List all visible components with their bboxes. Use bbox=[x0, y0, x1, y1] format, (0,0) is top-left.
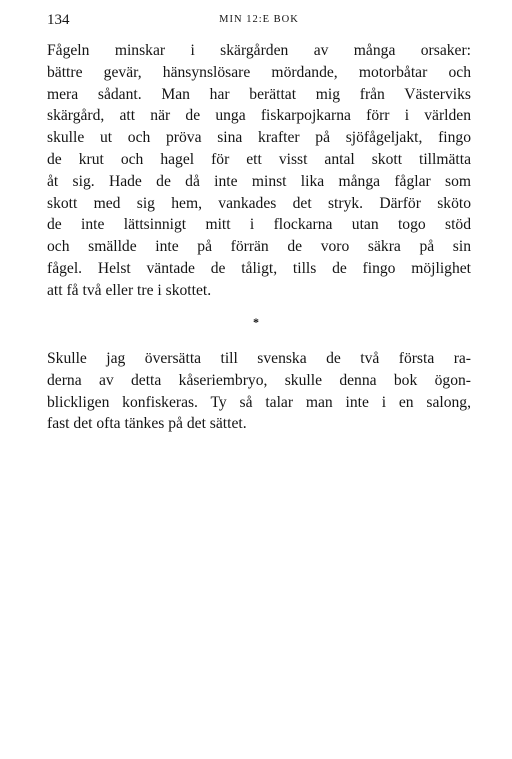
page-number: 134 bbox=[47, 12, 70, 28]
running-title: MIN 12:E BOK bbox=[219, 14, 299, 25]
paragraph-1 bbox=[47, 40, 471, 302]
text-line: de krut och hagel för ett visst antal skott tillmätta bbox=[47, 150, 471, 168]
page-header bbox=[47, 11, 471, 29]
section-break-asterisk: * bbox=[253, 315, 259, 329]
text-line: mera sådant. Man har berättat mig från Västerviks bbox=[47, 85, 471, 103]
text-line: åt sig. Hade de då inte minst lika många fåglar som bbox=[47, 172, 471, 190]
text-line: skott med sig hem, vankades det stryk. Därför sköto bbox=[47, 194, 471, 212]
text-line: de inte lättsinnigt mitt i flockarna utan togo stöd bbox=[47, 216, 471, 234]
text-line: skulle ut och pröva sina krafter på sjöfågeljakt, fingo bbox=[47, 129, 471, 147]
text-line: Fågeln minskar i skärgården av många orsaker: bbox=[47, 42, 471, 59]
text-line: skärgård, att när de unga fiskarpojkarna förr i världen bbox=[47, 107, 471, 125]
text-line: fågel. Helst väntade de tåligt, tills de fingo möjlighet bbox=[47, 259, 471, 277]
text-line: bättre gevär, hänsynslösare mördande, motorbåtar och bbox=[47, 63, 471, 81]
paragraph-2 bbox=[47, 348, 471, 435]
text-line: fast det ofta tänkes på det sättet. bbox=[47, 415, 247, 433]
text-line: blickligen konfiskeras. Ty så talar man inte i en salong, bbox=[47, 393, 471, 411]
text-line: derna av detta kåseriembryo, skulle denna bok ögon- bbox=[47, 371, 471, 389]
text-line: att få två eller tre i skottet. bbox=[47, 281, 212, 299]
text-line: Skulle jag översätta till svenska de två första ra- bbox=[47, 350, 471, 367]
text-line: och smällde inte på förrän de voro säkra på sin bbox=[47, 238, 471, 256]
